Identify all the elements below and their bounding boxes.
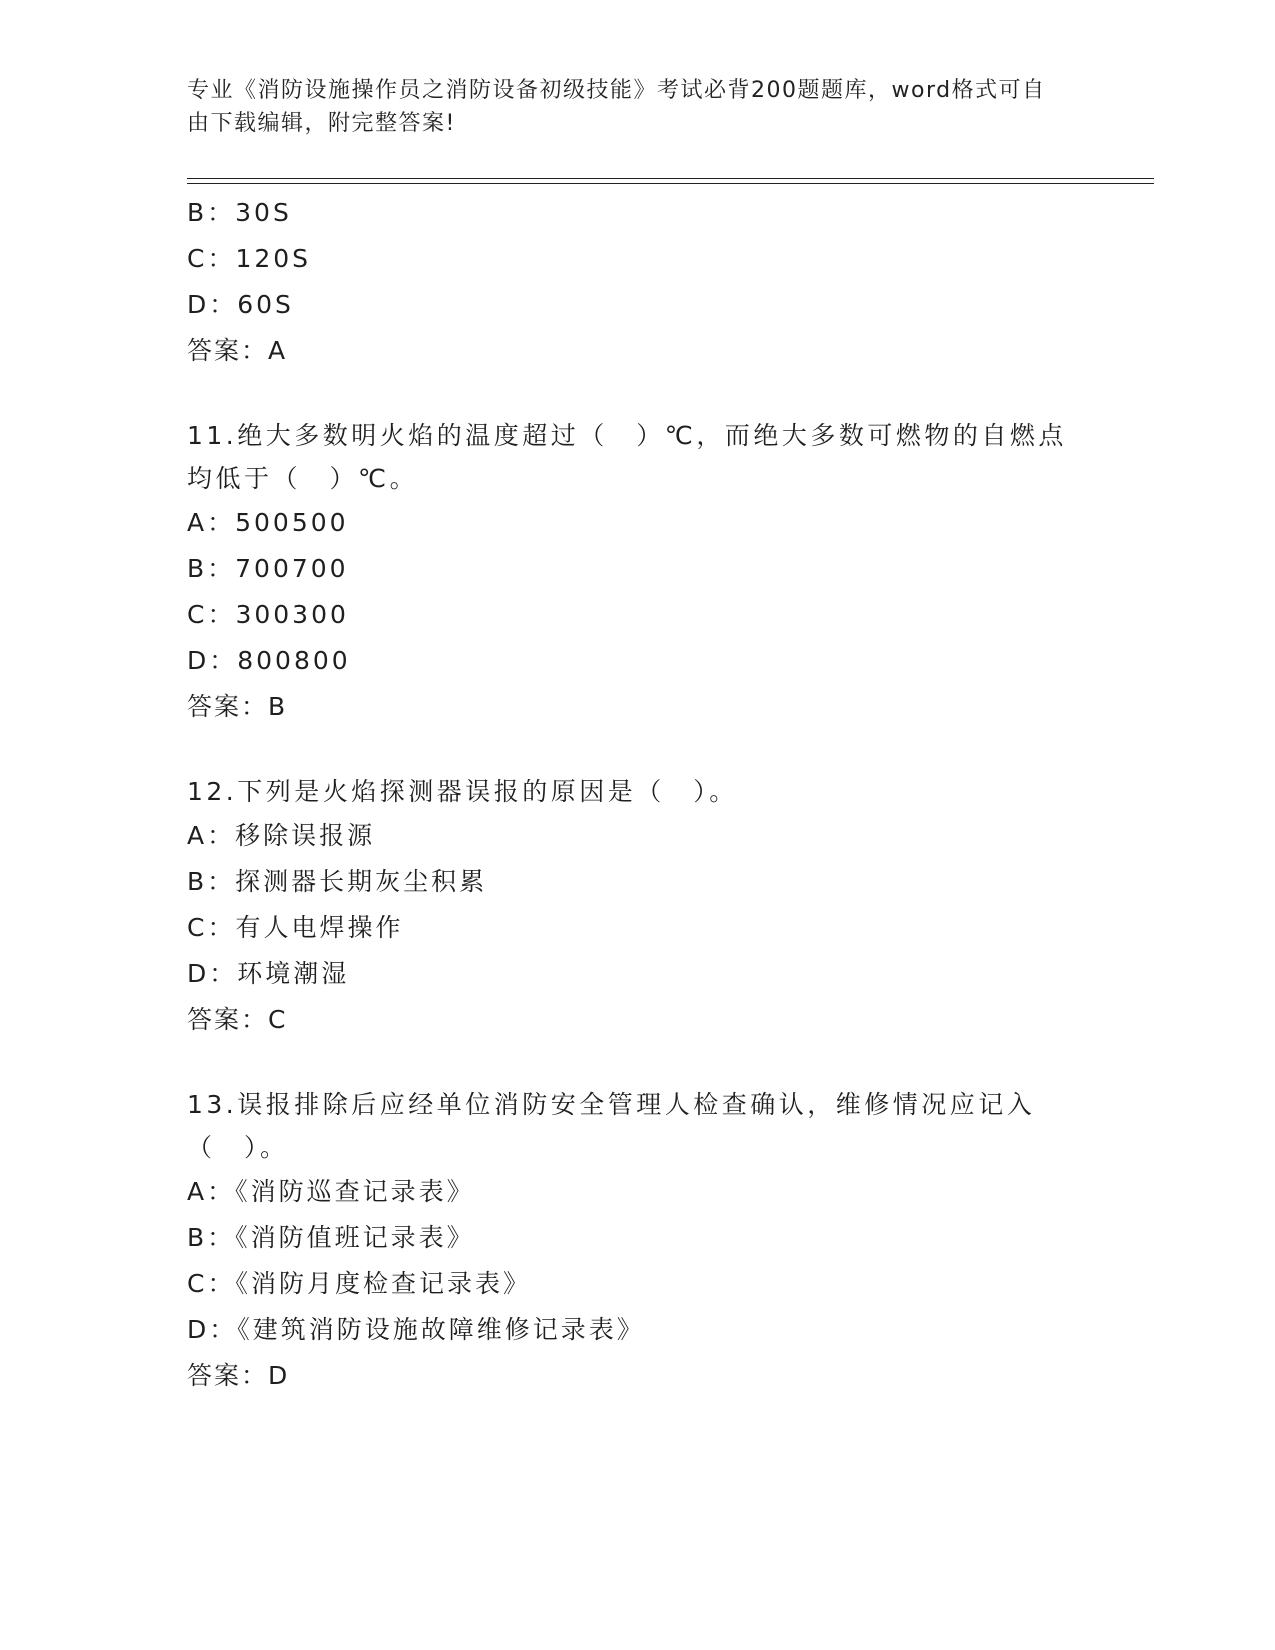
option-a: A：《消防巡查记录表》 xyxy=(187,1177,475,1206)
header-divider-bottom xyxy=(187,183,1154,184)
question-stem: 11.绝大多数明火焰的温度超过（ ）℃，而绝大多数可燃物的自燃点均低于（ ）℃。 xyxy=(187,421,1067,493)
question-stem: 13.误报排除后应经单位消防安全管理人检查确认，维修情况应记入（ ）。 xyxy=(187,1090,1036,1162)
question-block-12 xyxy=(187,770,1087,1043)
answer-label: 答案：B xyxy=(187,692,288,721)
option-d: D：《建筑消防设施故障维修记录表》 xyxy=(187,1315,645,1344)
option-c: C：《消防月度检查记录表》 xyxy=(187,1269,531,1298)
document-header: 专业《消防设施操作员之消防设备初级技能》考试必背200题题库，word格式可自由下载编辑，附完整答案! xyxy=(187,78,1046,136)
option-b: B：探测器长期灰尘积累 xyxy=(187,867,488,896)
header-divider-top xyxy=(187,178,1154,179)
option-d: D：环境潮湿 xyxy=(187,959,350,988)
option-c: C：120S xyxy=(187,244,312,273)
answer-label: 答案：D xyxy=(187,1361,290,1390)
option-d: D：800800 xyxy=(187,646,351,675)
option-c: C：有人电焊操作 xyxy=(187,913,404,942)
question-block-13 xyxy=(187,1083,1087,1399)
option-a: A：500500 xyxy=(187,508,349,537)
option-b: B：《消防值班记录表》 xyxy=(187,1223,475,1252)
answer-label: 答案：A xyxy=(187,336,288,365)
option-b: B：700700 xyxy=(187,554,349,583)
answer-label: 答案：C xyxy=(187,1005,288,1034)
question-block-previous xyxy=(187,190,1087,374)
question-stem: 12.下列是火焰探测器误报的原因是（ ）。 xyxy=(187,777,738,806)
question-block-11 xyxy=(187,414,1087,730)
option-c: C：300300 xyxy=(187,600,349,629)
option-a: A：移除误报源 xyxy=(187,821,376,850)
option-d: D：60S xyxy=(187,290,294,319)
option-b: B：30S xyxy=(187,198,292,227)
question-list xyxy=(187,190,1087,1399)
